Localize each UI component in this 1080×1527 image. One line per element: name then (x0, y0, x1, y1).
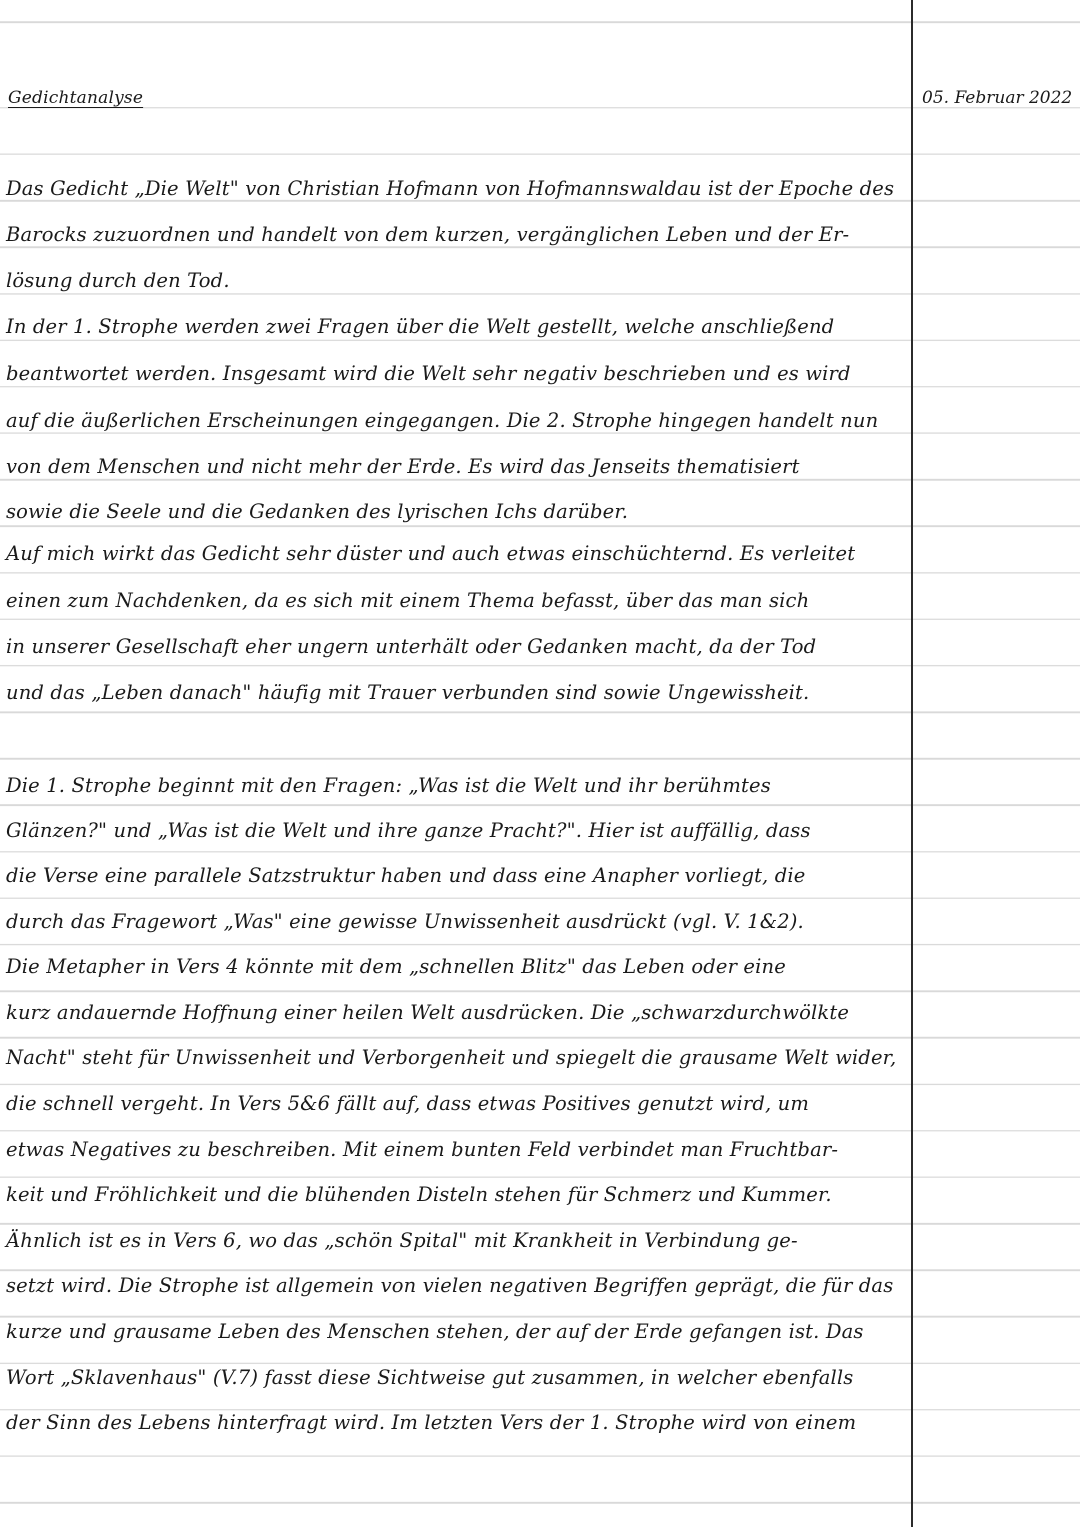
text-line: lösung durch den Tod. (6, 269, 230, 292)
text-line: Das Gedicht „Die Welt" von Christian Hofmann von Hofmannswaldau ist der Epoche des (6, 177, 895, 200)
text-line: In der 1. Strophe werden zwei Fragen über die Welt gestellt, welche anschließend (6, 315, 835, 338)
text-line: keit und Fröhlichkeit und die blühenden Disteln stehen für Schmerz und Kummer. (6, 1183, 832, 1206)
text-line: in unserer Gesellschaft eher ungern unterhält oder Gedanken macht, da der Tod (6, 635, 817, 658)
text-line: beantwortet werden. Insgesamt wird die Welt sehr negativ beschrieben und es wird (6, 362, 851, 385)
page-title: Gedichtanalyse (8, 88, 144, 108)
text-line: von dem Menschen und nicht mehr der Erde. Es wird das Jenseits thematisiert (6, 455, 800, 478)
text-line: setzt wird. Die Strophe ist allgemein von vielen negativen Begriffen geprägt, die für das (6, 1274, 894, 1297)
text-line: Wort „Sklavenhaus" (V.7) fasst diese Sichtweise gut zusammen, in welcher ebenfalls (6, 1366, 854, 1389)
text-line: Barocks zuzuordnen und handelt von dem kurzen, vergänglichen Leben und der Er- (6, 223, 850, 246)
text-line: etwas Negatives zu beschreiben. Mit einem bunten Feld verbindet man Fruchtbar- (6, 1138, 839, 1161)
text-line: Auf mich wirkt das Gedicht sehr düster und auch etwas einschüchternd. Es verleitet (6, 542, 856, 565)
text-line: und das „Leben danach" häufig mit Trauer verbunden sind sowie Ungewissheit. (6, 681, 810, 704)
text-line: Nacht" steht für Unwissenheit und Verborgenheit und spiegelt die grausame Welt wider, (6, 1046, 897, 1069)
text-line: sowie die Seele und die Gedanken des lyrischen Ichs darüber. (6, 500, 629, 523)
text-line: auf die äußerlichen Erscheinungen eingegangen. Die 2. Strophe hingegen handelt nun (6, 409, 879, 432)
text-line: Ähnlich ist es in Vers 6, wo das „schön Spital" mit Krankheit in Verbindung ge- (6, 1229, 798, 1252)
text-line: Glänzen?" und „Was ist die Welt und ihre ganze Pracht?". Hier ist auffällig, dass (6, 819, 811, 842)
text-line: durch das Fragewort „Was" eine gewisse Unwissenheit ausdrückt (vgl. V. 1&2). (6, 910, 804, 933)
text-line: die Verse eine parallele Satzstruktur haben und dass eine Anapher vorliegt, die (6, 864, 806, 887)
date-label: 05. Februar 2022 (922, 88, 1073, 108)
text-line: Die Metapher in Vers 4 könnte mit dem „schnellen Blitz" das Leben oder eine (6, 955, 786, 978)
text-line: die schnell vergeht. In Vers 5&6 fällt auf, dass etwas Positives genutzt wird, um (6, 1092, 810, 1115)
text-line: Die 1. Strophe beginnt mit den Fragen: „Was ist die Welt und ihr berühmtes (6, 774, 771, 797)
text-line: der Sinn des Lebens hinterfragt wird. Im letzten Vers der 1. Strophe wird von einem (6, 1411, 857, 1434)
text-line: einen zum Nachdenken, da es sich mit einem Thema befasst, über das man sich (6, 589, 810, 612)
text-line: kurze und grausame Leben des Menschen stehen, der auf der Erde gefangen ist. Das (6, 1320, 864, 1343)
text-line: kurz andauernde Hoffnung einer heilen Welt ausdrücken. Die „schwarzdurchwölkte (6, 1001, 850, 1024)
margin-line (911, 0, 913, 1527)
